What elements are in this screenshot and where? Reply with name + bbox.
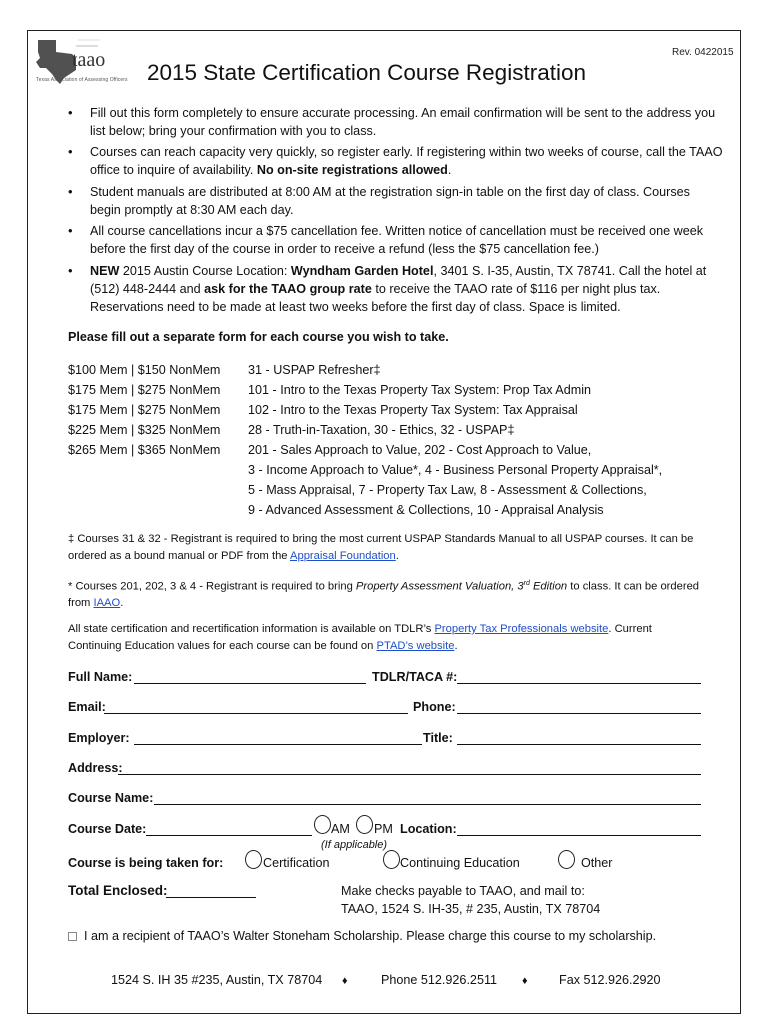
total-enclosed-label: Total Enclosed: [68, 883, 168, 898]
logo-text: taao [72, 49, 106, 71]
am-label: AM [331, 822, 350, 836]
if-applicable-note: (If applicable) [321, 839, 388, 851]
list-item: • Fill out this form completely to ensure accurate processing. An email confirmation will be sent to the address you list below; bring your confirmation with you to class. [64, 104, 724, 140]
course-row: 101 - Intro to the Texas Property Tax System: Prop Tax Admin [248, 383, 591, 397]
footer-fax: Fax 512.926.2920 [559, 973, 661, 987]
price-row: $175 Mem | $275 NonMem [68, 383, 221, 397]
footer-address: 1524 S. IH 35 #235, Austin, TX 78704 [111, 973, 323, 987]
tdlr-label: TDLR/TACA #: [372, 670, 458, 684]
course-row: 28 - Truth-in-Taxation, 30 - Ethics, 32 - USPAP‡ [248, 423, 515, 437]
email-field[interactable] [104, 713, 408, 714]
diamond-icon: ♦ [342, 975, 348, 987]
location-field[interactable] [457, 835, 701, 836]
full-name-field[interactable] [134, 683, 366, 684]
am-radio[interactable] [314, 815, 331, 834]
course-row: 201 - Sales Approach to Value, 202 - Cost Approach to Value, [248, 443, 592, 457]
price-row: $265 Mem | $365 NonMem [68, 443, 221, 457]
appraisal-foundation-link[interactable]: Appraisal Foundation [290, 549, 396, 562]
course-date-field[interactable] [146, 835, 312, 836]
address-field[interactable] [118, 774, 701, 775]
iaao-link[interactable]: IAAO [93, 597, 121, 610]
page-title: 2015 State Certification Course Registration [147, 60, 586, 85]
address-label: Address: [68, 761, 123, 775]
other-label: Other [581, 856, 613, 870]
instructions-list [64, 104, 724, 319]
phone-label: Phone: [413, 700, 456, 714]
certification-radio[interactable] [245, 850, 262, 869]
email-label: Email: [68, 700, 106, 714]
phone-field[interactable] [457, 713, 701, 714]
title-field[interactable] [457, 744, 701, 745]
course-row: 102 - Intro to the Texas Property Tax System: Tax Appraisal [248, 403, 578, 417]
course-list [248, 360, 662, 520]
revision-number: Rev. 0422015 [672, 47, 734, 58]
course-row: 31 - USPAP Refresher‡ [248, 363, 381, 377]
other-radio[interactable] [558, 850, 575, 869]
pm-label: PM [374, 822, 393, 836]
footer-phone: Phone 512.926.2511 [381, 973, 498, 987]
course-date-label: Course Date: [68, 822, 147, 836]
pm-radio[interactable] [356, 815, 373, 834]
price-row: $175 Mem | $275 NonMem [68, 403, 221, 417]
location-label: Location: [400, 822, 457, 836]
total-enclosed-field[interactable] [166, 897, 256, 898]
continuing-education-label: Continuing Education [400, 856, 520, 870]
full-name-label: Full Name: [68, 670, 133, 684]
mailing-address-text: TAAO, 1524 S. IH-35, # 235, Austin, TX 78704 [341, 902, 601, 916]
course-row: 3 - Income Approach to Value*, 4 - Business Personal Property Appraisal*, [248, 463, 663, 477]
employer-field[interactable] [134, 744, 422, 745]
scholarship-label: I am a recipient of TAAO’s Walter Stoneham Scholarship. Please charge this course to my scholarship. [84, 929, 657, 943]
pav-note: * Courses 201, 202, 3 & 4 - Registrant is required to bring Property Assessment Valuation, 3rd Edition to class. It can be ordered from IAAO. [68, 580, 700, 610]
tdlr-field[interactable] [457, 683, 701, 684]
employer-label: Employer: [68, 731, 130, 745]
ptad-link[interactable]: PTAD’s website [376, 639, 455, 652]
checks-payable-text: Make checks payable to TAAO, and mail to: [341, 884, 585, 898]
course-name-field[interactable] [154, 804, 701, 805]
continuing-education-radio[interactable] [383, 850, 400, 869]
price-list [68, 360, 220, 460]
course-row: 5 - Mass Appraisal, 7 - Property Tax Law, 8 - Assessment & Collections, [248, 483, 647, 497]
diamond-icon: ♦ [522, 975, 528, 987]
tdlr-link[interactable]: Property Tax Professionals website [434, 623, 609, 635]
list-item: • Student manuals are distributed at 8:00 AM at the registration sign-in table on the first day of class. Courses begin promptly at 8:30 AM each day. [64, 183, 724, 219]
scholarship-checkbox[interactable] [68, 932, 77, 941]
course-name-label: Course Name: [68, 791, 154, 805]
course-row: 9 - Advanced Assessment & Collections, 10 - Appraisal Analysis [248, 503, 604, 517]
logo-subtitle: Texas Association of Assessing Officers [36, 77, 128, 83]
separate-form-note: Please fill out a separate form for each course you wish to take. [68, 330, 449, 344]
price-row: $100 Mem | $150 NonMem [68, 363, 221, 377]
price-row: $225 Mem | $325 NonMem [68, 423, 221, 437]
title-label: Title: [423, 731, 453, 745]
tdlr-note: All state certification and recertification information is available on TDLR’s Property Tax Professionals website. Current Continuing Education values for each course can be found on PTAD’s website. [68, 623, 652, 652]
taken-for-label: Course is being taken for: [68, 856, 224, 870]
list-item: • All course cancellations incur a $75 cancellation fee. Written notice of cancellation must be received one week before the first day of the course in order to receive a refund (less the $75 cancellation fee.) [64, 222, 724, 258]
certification-label: Certification [263, 856, 330, 870]
list-item: • Courses can reach capacity very quickly, so register early. If registering within two weeks of course, call the TAAO office to inquire of availability. No on-site registrations allowed. [64, 143, 724, 179]
list-item: • NEW 2015 Austin Course Location: Wyndham Garden Hotel, 3401 S. I-35, Austin, TX 78741. Call the hotel at (512) 448-2444 and ask for the TAAO group rate to receive the TAAO rate of $116 per night plus tax. Reservations need to be made at least two weeks before the first day of class. Space is limited. [64, 262, 724, 316]
uspap-note: ‡ Courses 31 & 32 - Registrant is required to bring the most current USPAP Standards Manual to all USPAP courses. It can be ordered as a bound manual or PDF from the Appraisal Foundation. [68, 533, 694, 562]
